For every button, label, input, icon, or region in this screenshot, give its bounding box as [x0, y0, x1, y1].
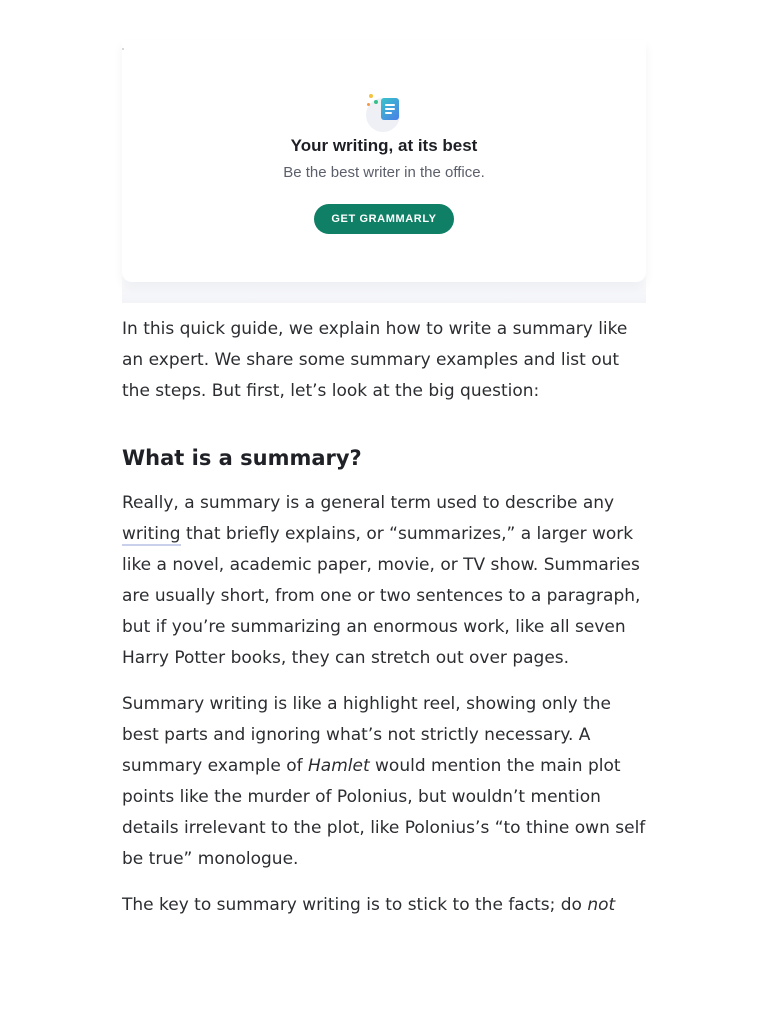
get-grammarly-button[interactable]: GET GRAMMARLY: [314, 204, 454, 234]
paragraph-text: that briefly explains, or “summarizes,” a larger work like a novel, academic paper, movie, or TV show. Summaries are usually short, from one or two sentences to a paragraph, but if you’re summarizing an enormous work, like all seven Harry Potter books, they can stretch out over pages.: [122, 524, 641, 668]
promo-subtitle: Be the best writer in the office.: [283, 164, 485, 181]
grammarly-document-icon: [366, 94, 404, 132]
paragraph-text: Really, a summary is a general term used to describe any: [122, 493, 615, 513]
hamlet-title: Hamlet: [308, 756, 370, 776]
sparkle-yellow-icon: [369, 94, 373, 98]
sparkle-green-icon: [374, 100, 378, 104]
intro-paragraph: In this quick guide, we explain how to write a summary like an expert. We share some summary examples and list out the steps. But first, let’s look at the big question:: [122, 319, 628, 401]
card-corner-mark: [122, 48, 124, 50]
section-heading: What is a summary?: [122, 446, 362, 470]
paragraph-text: would mention the main plot points like the murder of Polonius, but wouldn’t mention details irrelevant to the plot, like Polonius’s “to thine own self be true” monologue.: [122, 756, 646, 869]
paragraph-key-facts: [122, 890, 652, 921]
promo-banner: [122, 40, 646, 303]
emphasis-not: not: [587, 895, 616, 915]
paragraph-highlight-reel: [122, 689, 652, 875]
promo-title: Your writing, at its best: [290, 136, 478, 155]
promo-card: [122, 40, 646, 282]
sparkle-orange-icon: [367, 103, 370, 106]
document-icon: [381, 98, 399, 120]
article-body: [122, 314, 652, 936]
paragraph-definition: [122, 488, 652, 674]
paragraph-text: Summary writing is like a highlight reel, showing only the best parts and ignoring what’s not strictly necessary. A summary example of: [122, 694, 611, 776]
paragraph-text: The key to summary writing is to stick to the facts; do: [122, 895, 588, 915]
writing-link[interactable]: writing: [122, 524, 181, 544]
